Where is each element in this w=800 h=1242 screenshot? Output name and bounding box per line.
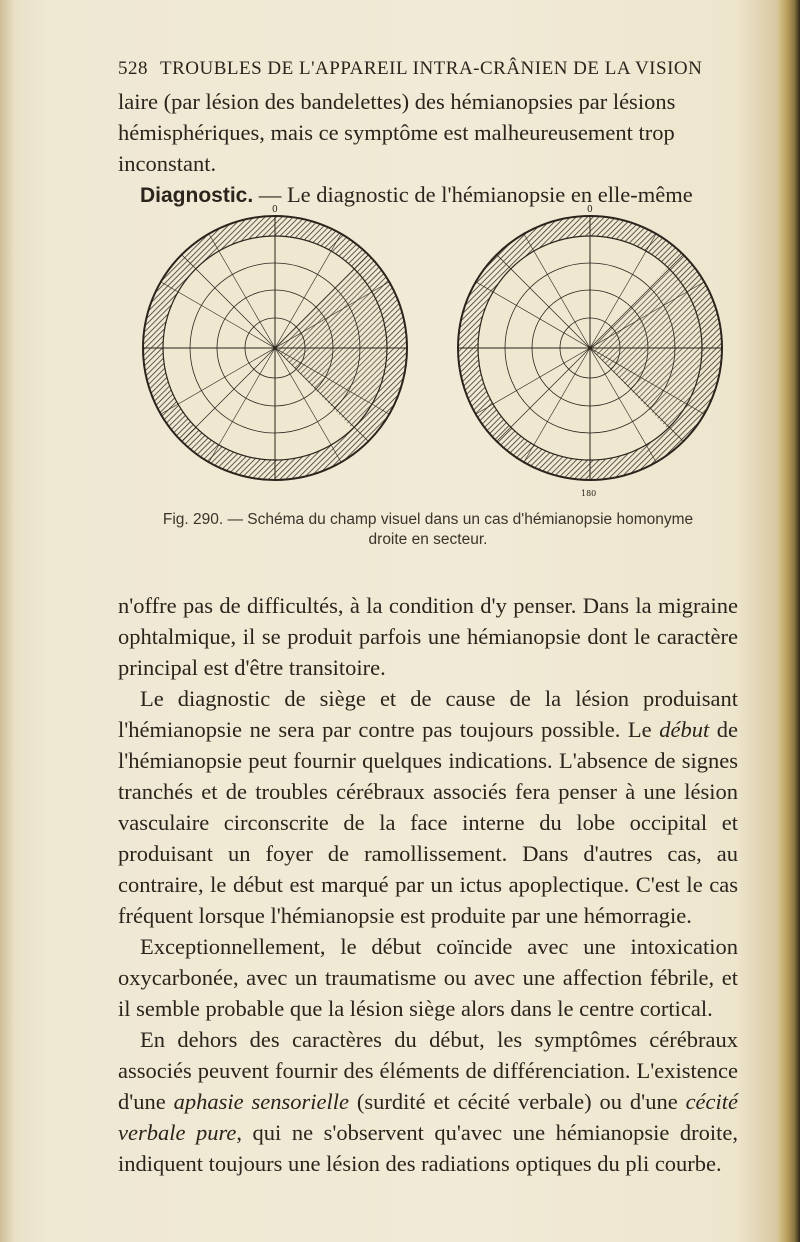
paragraph-4-part-a: En dehors des caractères du début, les symptômes cérébraux associés peuvent fournir des éléments de différenciation. L'existence d'une (118, 1027, 738, 1114)
figure-caption (118, 510, 738, 550)
visual-field-figure (140, 200, 730, 500)
running-title: TROUBLES DE L'APPAREIL INTRA-CRÂNIEN DE LA VISION (160, 58, 703, 79)
right-top-label: 0 (587, 205, 593, 215)
paragraph-2 (118, 683, 738, 931)
page-number: 528 (118, 58, 148, 79)
diagnostic-heading: Diagnostic. (140, 184, 254, 207)
text-line: hémisphériques, mais ce symptôme est malheureusement trop (118, 120, 675, 145)
paragraph-4-part-b: (surdité et cécité verbale) ou d'une (349, 1089, 686, 1114)
right-eye-field (458, 205, 722, 498)
paragraph-2-part-a: Le diagnostic de siège et de cause de la lésion produisant l'hémianopsie ne sera par contre pas toujours possible. Le (118, 686, 738, 742)
emphasis-debut: début (659, 717, 710, 742)
left-eye-field (143, 205, 407, 480)
paragraph-4-part-c: , qui ne s'observent qu'avec une hémianopsie droite, indiquent toujours une lésion des radiations optiques du pli courbe. (118, 1120, 739, 1176)
paragraph-4 (118, 1024, 738, 1179)
emphasis-aphasie: aphasie sensorielle (173, 1089, 350, 1114)
text-line: laire (par lésion des bandelettes) des hémianopsies par lésions (118, 89, 676, 114)
diagnostic-heading-rest: — Le diagnostic de l'hémianopsie en elle-même (253, 182, 693, 207)
right-bottom-label: 180 (581, 489, 597, 498)
left-top-label: 0 (272, 205, 278, 215)
paragraph-1: n'offre pas de difficultés, à la condition d'y penser. Dans la migraine ophtalmique, il se produit parfois une hémianopsie dont le caractère principal est d'être transitoire. (118, 593, 738, 680)
page-left-edge (0, 0, 14, 1242)
text-line: inconstant. (118, 151, 217, 176)
caption-line-1: Fig. 290. — Schéma du champ visuel dans un cas d'hémianopsie homonyme (162, 511, 694, 528)
page-right-edge-shadow (778, 0, 800, 1242)
visual-field-diagram (140, 200, 730, 500)
top-paragraph (118, 86, 738, 211)
paragraph-2-part-b: de l'hémianopsie peut fournir quelques indications. L'absence de signes tranchés et de troubles cérébraux associés fera penser à une lésion vasculaire circonscrite de la face interne du lobe occipital et produisant un foyer de ramollissement. Dans d'autres cas, au contraire, le début est marqué par un ictus apoplectique. C'est le cas fréquent lorsque l'hémianopsie est produite par une hémorragie. (118, 717, 738, 928)
body-text (118, 590, 738, 1179)
caption-line-2: droite en secteur. (368, 531, 488, 548)
paragraph-3: Exceptionnellement, le début coïncide avec une intoxication oxycarbonée, avec un traumatisme ou avec une affection fébrile, et il semble probable que la lésion siège alors dans le centre cortical. (118, 934, 738, 1021)
emphasis-cecite: cécité verbale pure (118, 1089, 739, 1145)
running-header (118, 58, 728, 80)
